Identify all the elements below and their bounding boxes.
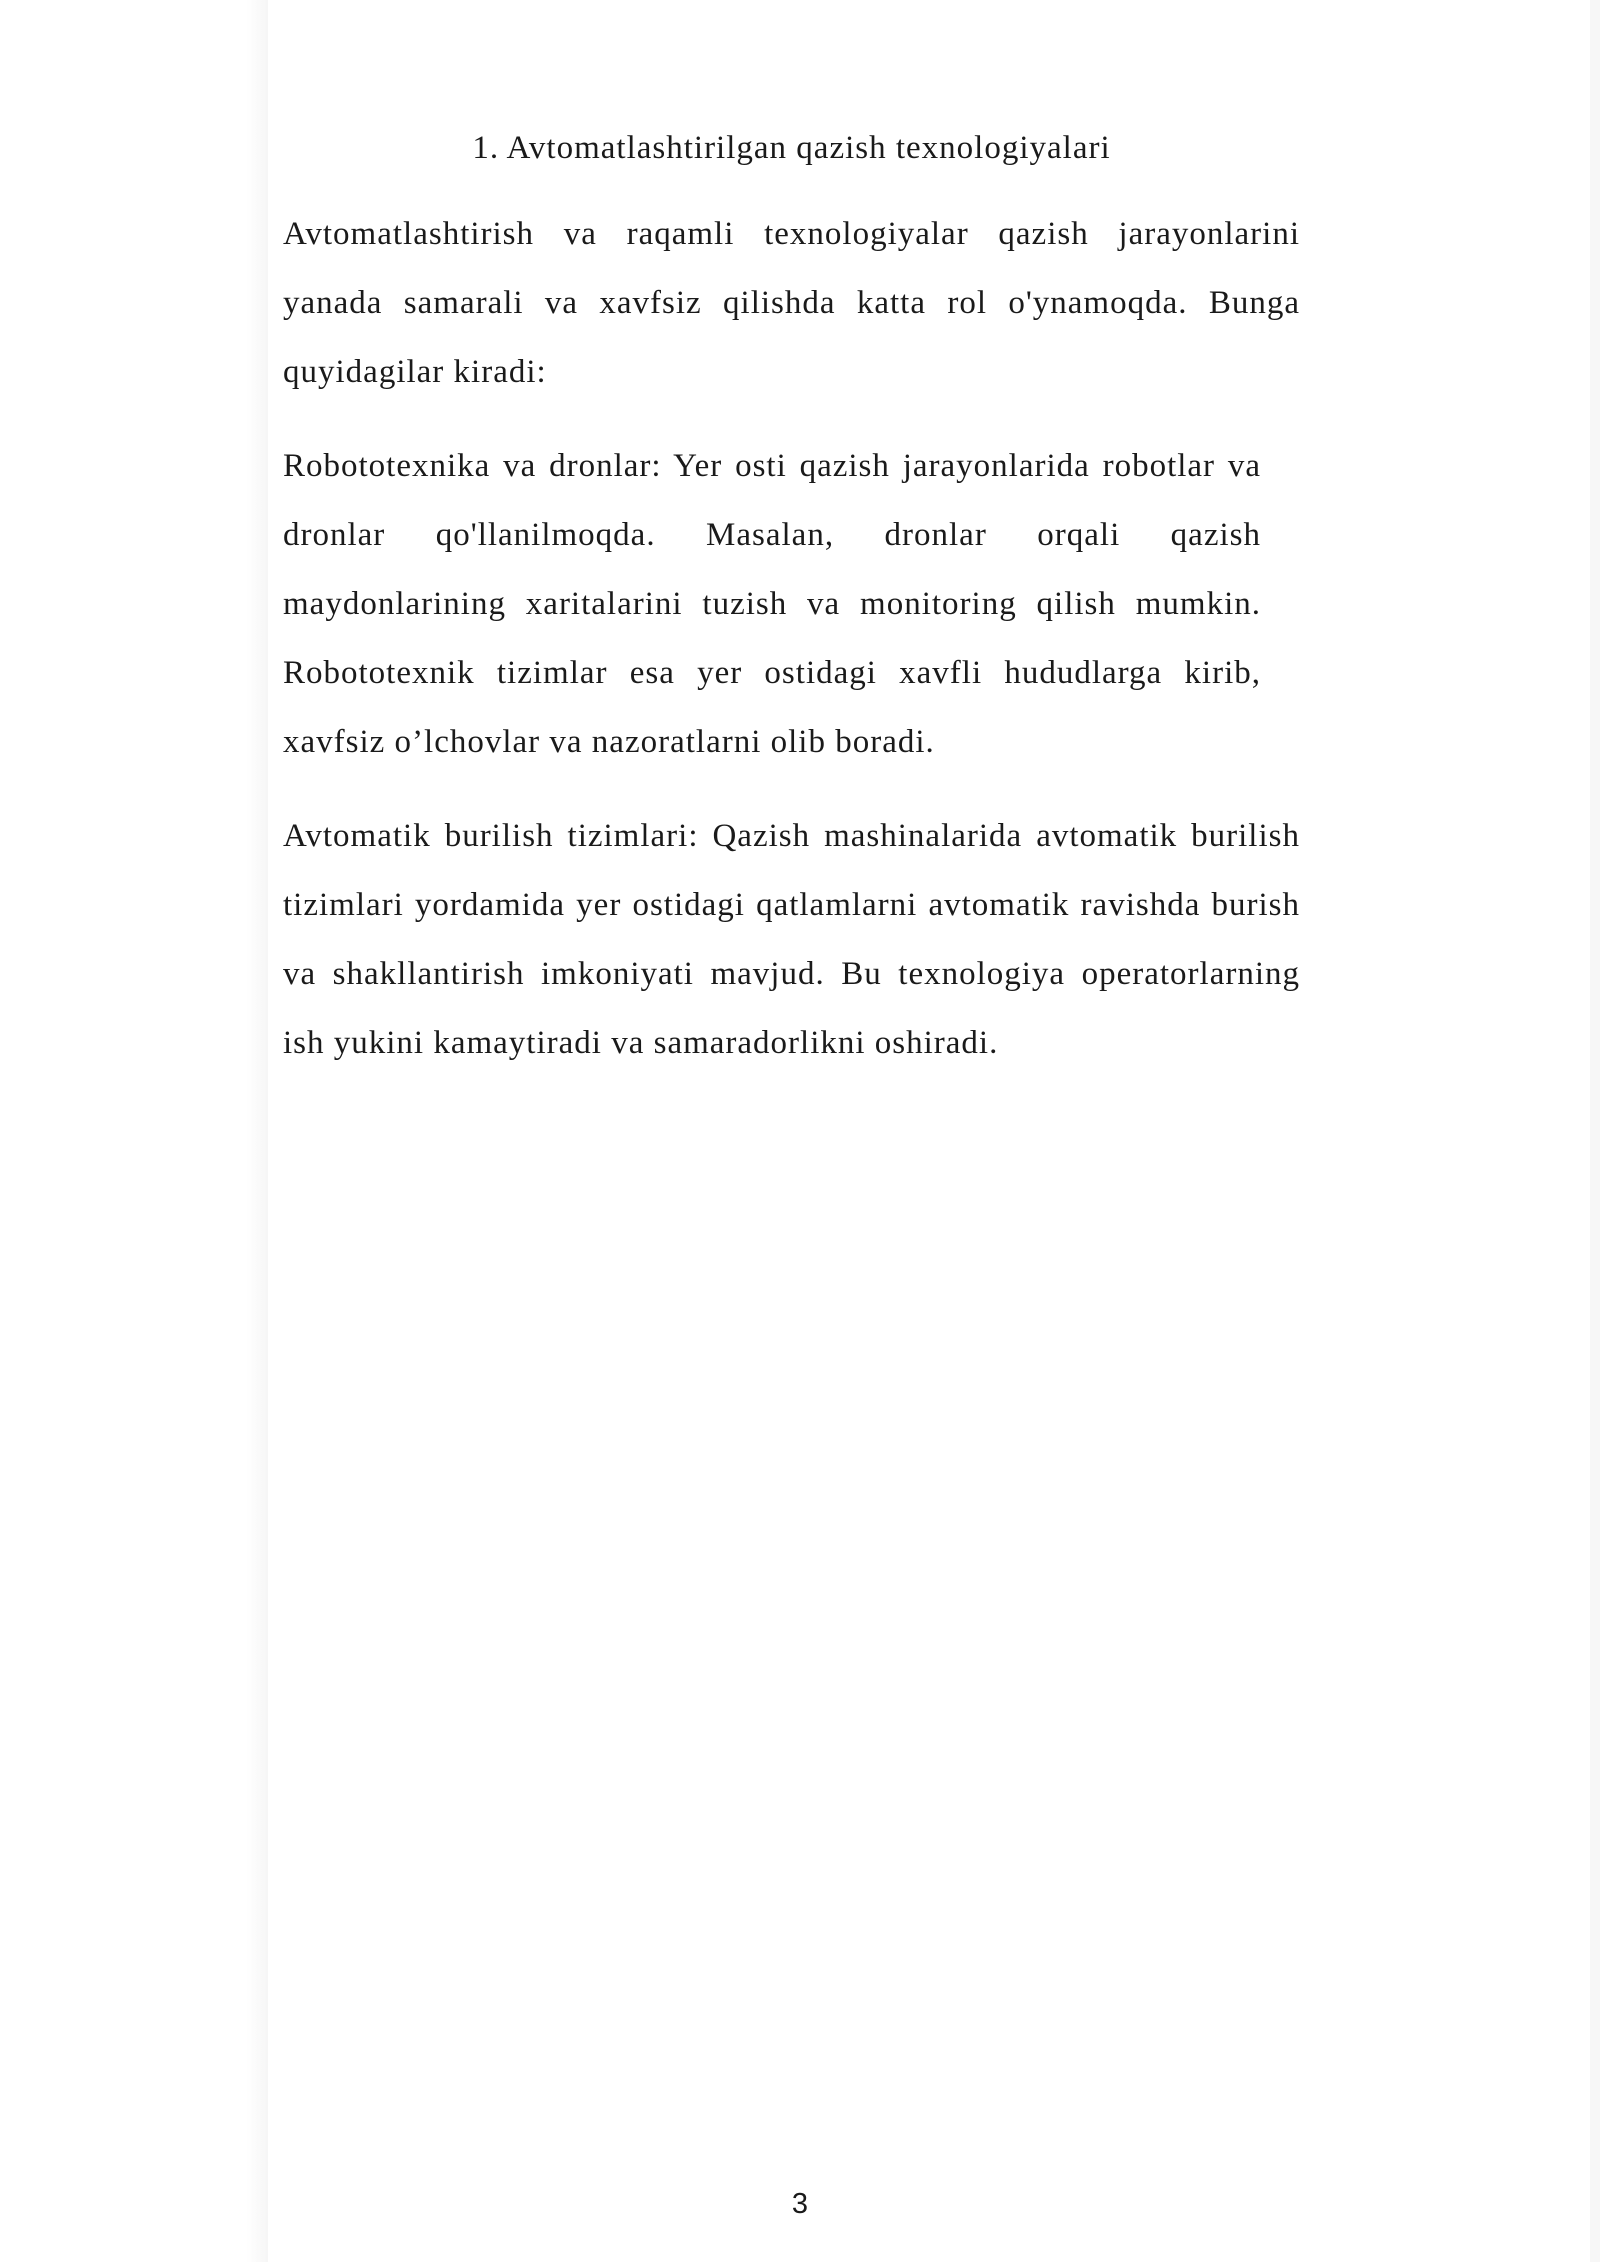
page-edge-shade <box>1590 0 1600 2262</box>
intro-paragraph: Avtomatlashtirish va raqamli texnologiyalar qazish jarayonlarini yanada samarali va xavfsiz qilishda katta rol o'ynamoqda. Bunga quyidagilar kiradi: <box>283 216 1300 390</box>
section-heading: 1. Avtomatlashtirilgan qazish texnologiyalari <box>472 130 1111 166</box>
page-margin-shade <box>0 0 268 2262</box>
robotics-paragraph: Robototexnika va dronlar: Yer osti qazish jarayonlarida robotlar va dronlar qo'llanilmoqda. Masalan, dronlar orqali qazish maydonlarining xaritalarini tuzish va monitoring qilish mumkin. Robototexnik tizimlar esa yer ostidagi xavfli hududlarga kirib, xavfsiz o’lchovlar va nazoratlarni olib boradi. <box>283 448 1261 760</box>
page-number: 3 <box>791 2188 809 2220</box>
auto-boring-paragraph: Avtomatik burilish tizimlari: Qazish mashinalarida avtomatik burilish tizimlari yordamida yer ostidagi qatlamlarni avtomatik ravishda burish va shakllantirish imkoniyati mavjud. Bu texnologiya operatorlarning ish yukini kamaytiradi va samaradorlikni oshiradi. <box>283 818 1300 1061</box>
